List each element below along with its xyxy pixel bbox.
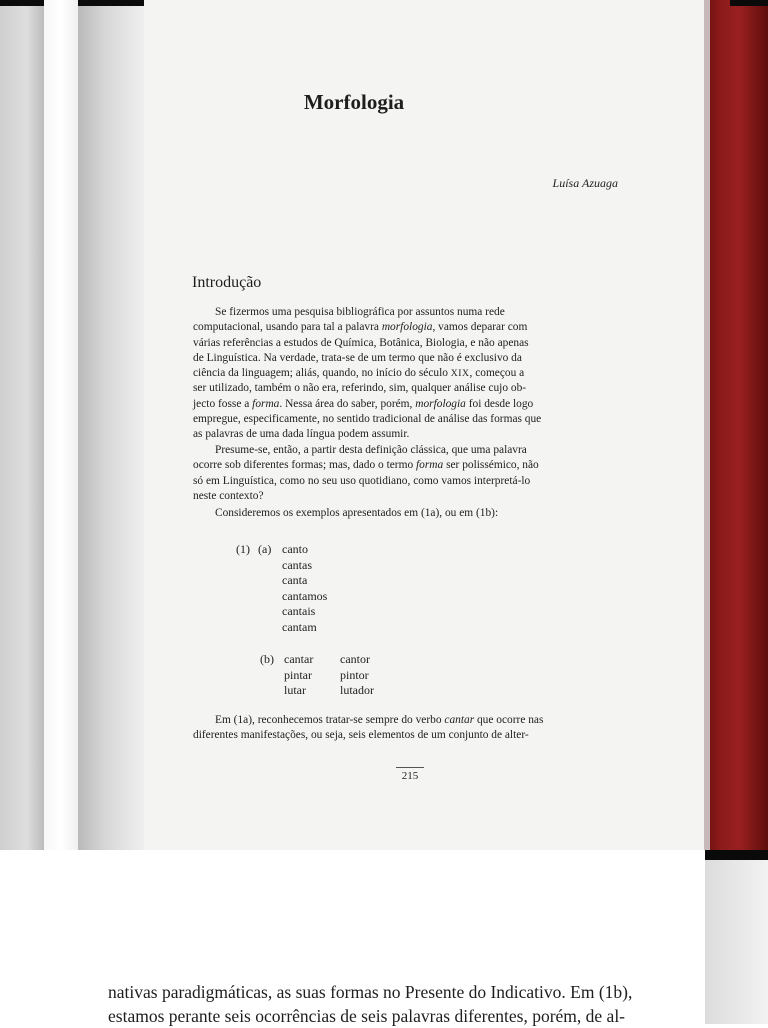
text-line: Presume-se, então, a partir desta definição clássica, que uma palavra (215, 444, 527, 456)
text-line: empregue, especificamente, no sentido tradicional de análise das formas que (193, 413, 542, 426)
noun-form: lutador (340, 683, 374, 698)
scan-edge-bar (730, 0, 768, 6)
book-cover-edge (704, 0, 768, 850)
text-line: computacional, usando para tal a palavra morfologia, vamos deparar com (193, 321, 528, 334)
noun-form: cantor (340, 652, 370, 666)
text-line: nativas paradigmáticas, as suas formas no Presente do Indicativo. Em (1b), (108, 982, 633, 1002)
example-b-verbs (284, 652, 313, 699)
verb-form: cantas (282, 557, 312, 572)
text-line: diferentes manifestações, ou seja, seis elementos de um conjunto de alter- (193, 729, 529, 742)
text-line: Em (1a), reconhecemos tratar-se sempre do verbo cantar que ocorre nas (215, 714, 544, 726)
text-line: neste contexto? (193, 489, 264, 502)
verb-form: canto (282, 542, 308, 556)
verb-form: lutar (284, 683, 306, 698)
text-line: estamos perante seis ocorrências de seis palavras diferentes, porém, de al- (108, 1006, 626, 1026)
text-line: só em Linguística, como no seu uso quotidiano, como vamos interpretá-lo (193, 474, 531, 487)
scan-edge-bar (0, 0, 44, 6)
text-line: Consideremos os exemplos apresentados em (1a), ou em (1b): (215, 507, 499, 519)
example-b-nouns (340, 652, 374, 699)
section-heading: Introdução (192, 274, 262, 291)
example-b-label: (b) (260, 652, 274, 666)
example-a-forms (282, 542, 327, 636)
verb-form: cantais (282, 604, 316, 619)
text-line: de Linguística. Na verdade, trata-se de um termo que não é exclusivo da (193, 351, 522, 364)
verb-form: canta (282, 573, 308, 588)
example-number: (1) (236, 542, 250, 556)
noun-form: pintor (340, 667, 369, 682)
scan-shadow-strip (0, 0, 44, 850)
author-name: Luísa Azuaga (552, 176, 618, 190)
verb-form: cantar (284, 652, 314, 666)
text-line: várias referências a estudos de Química, Botânica, Biologia, e não apenas (193, 336, 529, 349)
scan-light-strip (44, 0, 78, 850)
page-title: Morfologia (303, 90, 405, 114)
text-line: ser utilizado, também o não era, referindo, sim, qualquer análise cujo ob- (193, 382, 527, 395)
scan-bottom-edge (705, 860, 768, 1024)
page-edge-line (704, 0, 710, 850)
verb-form: pintar (284, 667, 312, 682)
continuation-text (108, 980, 698, 1028)
scan-spine-strip (78, 0, 144, 850)
text-line: as palavras de uma dada língua podem assumir. (193, 428, 410, 441)
paragraph-definition (193, 443, 621, 504)
example-a-label: (a) (258, 542, 272, 556)
text-line: ocorre sob diferentes formas; mas, dado o termo forma ser polissémico, não (193, 459, 539, 472)
verb-form: cantamos (282, 588, 328, 603)
scan-edge-bar (705, 850, 768, 860)
paragraph-analysis (193, 713, 621, 744)
text-line: jecto fosse a forma. Nessa área do saber, porém, morfologia foi desde logo (193, 397, 534, 410)
text-line: Se fizermos uma pesquisa bibliográfica por assuntos numa rede (215, 306, 505, 318)
text-line: ciência da linguagem; aliás, quando, no início do século XIX, começou a (193, 367, 525, 380)
verb-form: cantam (282, 619, 317, 634)
paragraph-intro (193, 305, 621, 443)
scan-edge-bar (78, 0, 144, 6)
paragraph-examples-intro (193, 506, 621, 521)
page-number: 215 (396, 767, 424, 782)
